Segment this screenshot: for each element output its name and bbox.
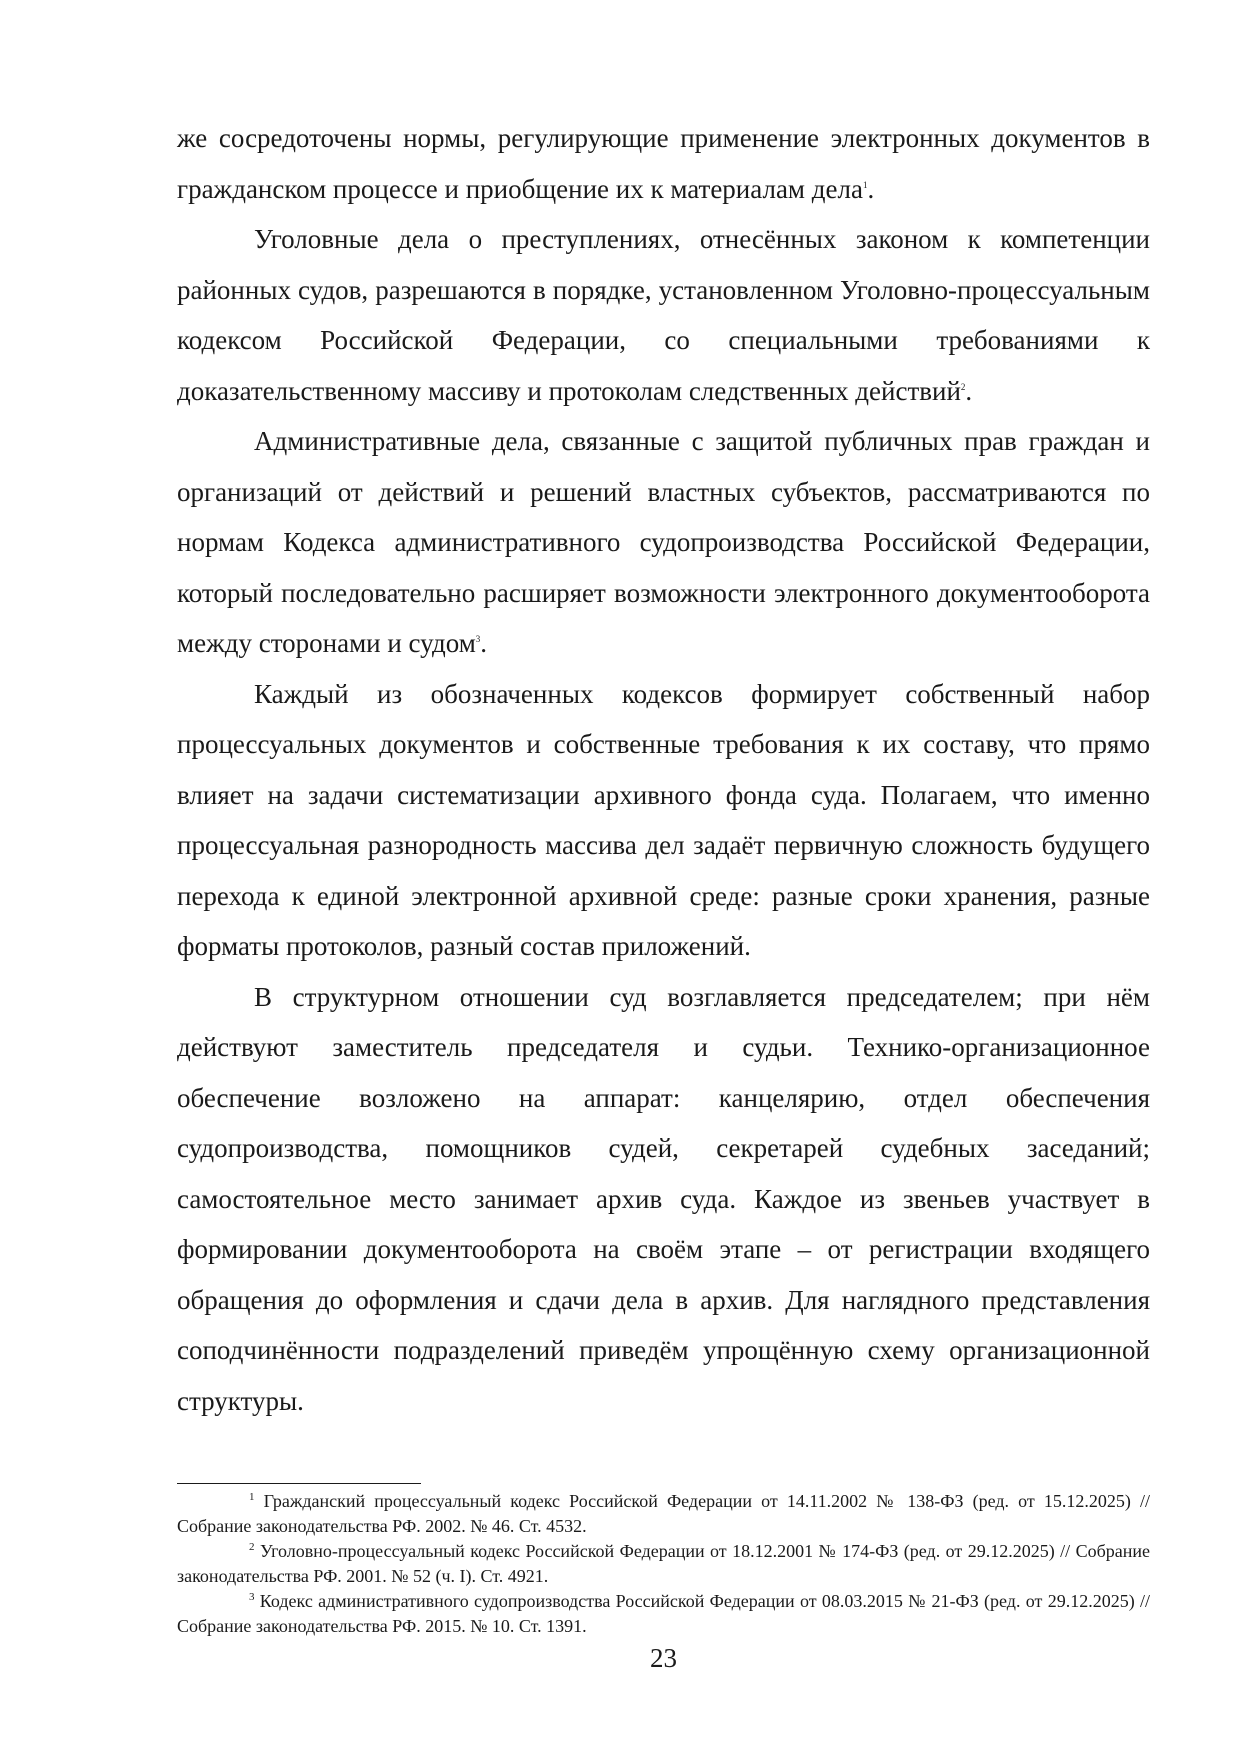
paragraph-text: же сосредоточены нормы, регулирующие применение электронных документов в гражданском процессе и приобщение их к материалам дела <box>177 123 1150 204</box>
footnote-reference[interactable]: 3 <box>475 634 481 644</box>
paragraph-codes-diversity <box>177 669 1150 972</box>
document-body <box>177 113 1150 1426</box>
paragraph-criminal-cases <box>177 214 1150 416</box>
paragraph-text: Каждый из обозначенных кодексов формирует собственный набор процессуальных документов и собственные требования к их составу, что прямо влияет на задачи систематизации архивного фонда суда. Полагаем, что именно процессуальная разнородность массива дел задаёт первичную сложность будущего перехода к единой электронной архивной среде: разные сроки хранения, разные форматы протоколов, разный состав приложений. <box>177 678 1150 961</box>
paragraph-continuation <box>177 113 1150 214</box>
footnotes <box>177 1489 1150 1639</box>
footnote-2 <box>177 1539 1150 1589</box>
footnote-number: 1 <box>249 1491 255 1503</box>
footnote-1 <box>177 1489 1150 1539</box>
paragraph-text: Уголовные дела о преступлениях, отнесённых законом к компетенции районных судов, разрешаются в порядке, установленном Уголовно-процессуальным кодексом Российской Федерации, со специальными требованиями к доказательственному массиву и протоколам следственных действий <box>177 224 1150 406</box>
paragraph-tail: . <box>965 375 973 406</box>
paragraph-administrative-cases <box>177 416 1150 669</box>
footnote-text: Уголовно-процессуальный кодекс Российской Федерации от 18.12.2001 № 174-ФЗ (ред. от 29.12.2025) // Собрание законодательства РФ. 2001. № 52 (ч. I). Ст. 4921. <box>177 1541 1150 1586</box>
footnote-number: 3 <box>249 1591 255 1603</box>
footnote-reference[interactable]: 2 <box>960 381 966 392</box>
paragraph-text: Административные дела, связанные с защитой публичных прав граждан и организаций от действий и решений властных субъектов, рассматриваются по нормам Кодекса административного судопроизводства Российской Федерации, который последовательно расширяет возможности электронного документооборота между сторонами и судом <box>177 426 1150 658</box>
footnote-3 <box>177 1589 1150 1639</box>
footnote-number: 2 <box>249 1541 255 1553</box>
footnote-text: Кодекс административного судопроизводства Российской Федерации от 08.03.2015 № 21-ФЗ (ред. от 29.12.2025) // Собрание законодательства РФ. 2015. № 10. Ст. 1391. <box>177 1591 1150 1636</box>
paragraph-court-structure <box>177 972 1150 1427</box>
footnote-reference[interactable]: 1 <box>862 179 868 190</box>
paragraph-tail: . <box>867 173 875 204</box>
footnote-text: Гражданский процессуальный кодекс Российской Федерации от 14.11.2002 № 138-ФЗ (ред. от 15.12.2025) // Собрание законодательства РФ. 2002. № 46. Ст. 4532. <box>177 1491 1150 1536</box>
page-number: 23 <box>650 1643 677 1673</box>
paragraph-tail: . <box>480 628 488 658</box>
footnote-separator <box>177 1483 421 1484</box>
paragraph-text: В структурном отношении суд возглавляется председателем; при нём действуют заместитель председателя и судьи. Технико-организационное обеспечение возложено на аппарат: канцелярию, отдел обеспечения судопроизводства, помощников судей, секретарей судебных заседаний; самостоятельное место занимает архив суда. Каждое из звеньев участвует в формировании документооборота на своём этапе – от регистрации входящего обращения до оформления и сдачи дела в архив. Для наглядного представления соподчинённости подразделений приведём упрощённую схему организационной структуры. <box>177 981 1150 1416</box>
